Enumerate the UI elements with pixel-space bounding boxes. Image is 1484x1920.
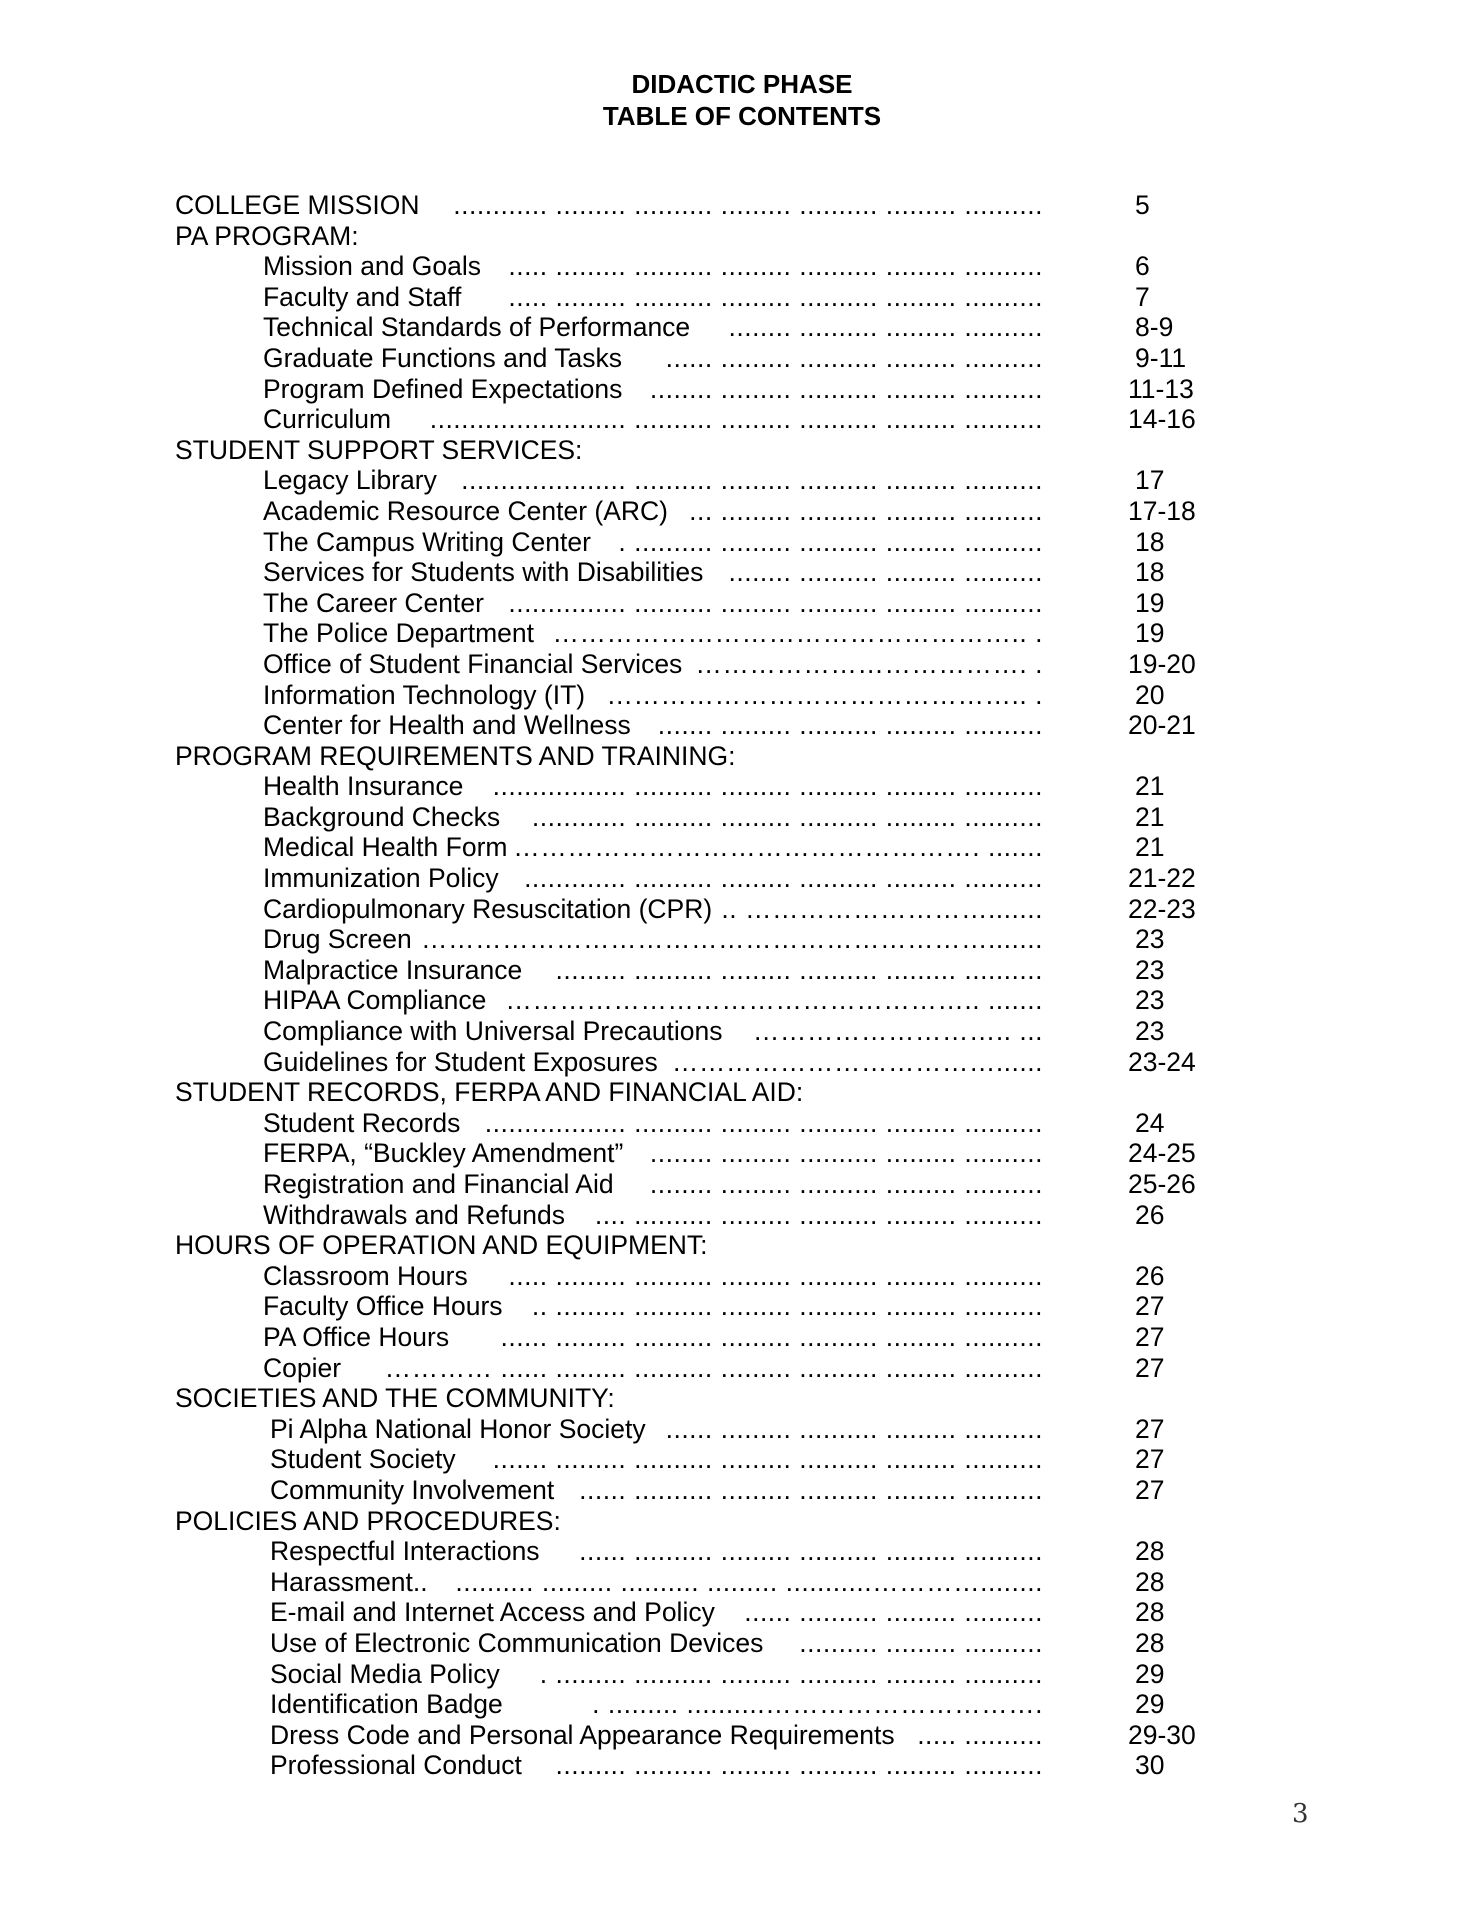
toc-entry (0, 680, 1484, 711)
toc-page-number: 28 (1135, 1597, 1165, 1628)
toc-entry-label: Technical Standards of Performance (263, 312, 691, 343)
toc-entry (0, 1414, 1484, 1445)
toc-entry-label: Guidelines for Student Exposures (263, 1046, 658, 1077)
toc-leader-dots: ... ......... .......... ......... .......... (689, 495, 1043, 526)
toc-entry-label: The Campus Writing Center (263, 526, 591, 557)
toc-page-number: 22-23 (1128, 893, 1196, 924)
toc-entry (0, 1628, 1484, 1659)
toc-page-number: 14-16 (1128, 404, 1196, 435)
toc-leader-dots: .. ......... .......... ......... .......... ......... .......... (531, 1291, 1043, 1322)
toc-entry-label: The Career Center (263, 587, 484, 618)
toc-leader-dots: ...... .......... ......... .......... (744, 1597, 1043, 1628)
toc-page-number: 29 (1135, 1658, 1165, 1689)
toc-leader-dots: ............... .......... ......... .......... ......... .......... (508, 587, 1043, 618)
toc-page-number: 28 (1135, 1566, 1165, 1597)
toc-entry (0, 1261, 1484, 1292)
toc-leader-dots: ……………………………………………. ....... (513, 832, 1043, 863)
toc-leader-dots: .................. .......... ......... .......... ......... .......... (484, 1107, 1043, 1138)
table-of-contents (0, 190, 1484, 1781)
toc-entry (0, 251, 1484, 282)
toc-leader-dots: ..... ......... .......... ......... .......... ......... .......... (508, 1260, 1043, 1291)
toc-leader-dots: ......... .......... ......... .......... ......... .......... (555, 954, 1043, 985)
toc-page-number: 23 (1135, 924, 1165, 955)
toc-entry-label: COLLEGE MISSION (175, 190, 420, 220)
toc-page-number: 18 (1135, 526, 1165, 557)
toc-entry (0, 710, 1484, 741)
toc-page-number: 9-11 (1135, 342, 1187, 373)
toc-leader-dots: ........ ......... .......... ......... .......... (649, 373, 1043, 404)
toc-leader-dots: …………………………………………….. . (552, 618, 1043, 649)
toc-page-number: 29-30 (1128, 1719, 1196, 1750)
toc-entry (0, 924, 1484, 955)
toc-leader-dots: ………………………………. . (695, 648, 1043, 679)
toc-page-number: 19-20 (1128, 648, 1196, 679)
toc-entry-label: HOURS OF OPERATION AND EQUIPMENT: (175, 1230, 708, 1261)
toc-page-number: 18 (1135, 557, 1165, 588)
toc-entry-label: Registration and Financial Aid (263, 1169, 614, 1199)
toc-entry-label: Cardiopulmonary Resuscitation (CPR) (263, 893, 713, 924)
toc-entry-label: Student Records (263, 1107, 461, 1138)
toc-entry-label: Services for Students with Disabilities (263, 557, 704, 588)
toc-leader-dots: ……………………………………….. . (606, 679, 1043, 710)
toc-leader-dots: ………… ...... ......... .......... ......... .......... ......... .......... (384, 1352, 1043, 1383)
toc-entry-label: The Police Department (263, 618, 535, 649)
toc-leader-dots: ...... ......... .......... ......... .......... (665, 1413, 1043, 1444)
toc-entry (0, 496, 1484, 527)
toc-entry-label: Classroom Hours (263, 1260, 468, 1291)
toc-entry-label: Respectful Interactions (270, 1536, 540, 1567)
toc-leader-dots: …………………………………………….. ....... (505, 985, 1043, 1016)
toc-leader-dots: ………………………………………………………....... (420, 924, 1043, 955)
toc-entry (0, 955, 1484, 986)
toc-leader-dots: . .......... ......... .......... ......... .......... (618, 526, 1043, 557)
toc-entry-label: Student Society (270, 1444, 456, 1475)
toc-entry (0, 1720, 1484, 1751)
toc-leader-dots: ...... .......... ......... .......... ......... .......... (579, 1536, 1043, 1567)
toc-section-heading (0, 1383, 1484, 1414)
toc-leader-dots: ........ ......... .......... ......... .......... (649, 1169, 1043, 1199)
toc-entry (0, 527, 1484, 558)
toc-page-number: 27 (1135, 1291, 1165, 1322)
toc-entry-label: STUDENT RECORDS, FERPA AND FINANCIAL AID: (175, 1077, 804, 1108)
toc-page-number: 7 (1135, 281, 1150, 312)
toc-leader-dots: ..... ......... .......... ......... .......... ......... .......... (508, 281, 1043, 312)
toc-page-number: 30 (1135, 1750, 1165, 1781)
toc-section-heading (0, 741, 1484, 772)
toc-entry (0, 894, 1484, 925)
toc-page-number: 21 (1135, 801, 1165, 832)
toc-page-number: 26 (1135, 1199, 1165, 1230)
toc-entry-label: STUDENT SUPPORT SERVICES: (175, 434, 583, 465)
toc-entry-label: POLICIES AND PROCEDURES: (175, 1505, 561, 1536)
toc-page-number: 23 (1135, 954, 1165, 985)
toc-page-number: 29 (1135, 1689, 1165, 1720)
toc-entry (0, 985, 1484, 1016)
toc-entry-label: Compliance with Universal Precautions (263, 1016, 723, 1047)
toc-entry-label: Use of Electronic Communication Devices (270, 1627, 764, 1658)
toc-entry (0, 404, 1484, 435)
toc-entry-label: PROGRAM REQUIREMENTS AND TRAINING: (175, 740, 736, 771)
toc-entry (0, 1659, 1484, 1690)
toc-page-number: 26 (1135, 1260, 1165, 1291)
toc-entry (0, 771, 1484, 802)
toc-section-heading (0, 435, 1484, 466)
toc-entry-label: Mission and Goals (263, 251, 481, 282)
toc-leader-dots: ........ .......... ......... .......... (728, 557, 1043, 588)
toc-page-number: 28 (1135, 1536, 1165, 1567)
toc-leader-dots: .. ………………………....... (721, 893, 1043, 924)
toc-entry (0, 282, 1484, 313)
toc-page-number: 27 (1135, 1444, 1165, 1475)
toc-entry-label: Legacy Library (263, 465, 437, 496)
toc-leader-dots: .......... ......... .......... ......... ...........…………........ (455, 1566, 1043, 1597)
toc-page-number: 19 (1135, 618, 1165, 649)
toc-entry-label: Harassment.. (270, 1566, 428, 1597)
toc-page-number: 21 (1135, 771, 1165, 802)
toc-entry-label: FERPA, “Buckley Amendment” (263, 1138, 624, 1169)
toc-page-number: 25-26 (1128, 1169, 1196, 1199)
toc-entry (0, 1322, 1484, 1353)
toc-entry-label: Professional Conduct (270, 1750, 522, 1781)
toc-leader-dots: ...... ......... .......... ......... .......... (665, 342, 1043, 373)
toc-page-number: 20-21 (1128, 710, 1196, 741)
toc-entry (0, 1475, 1484, 1506)
toc-entry (0, 863, 1484, 894)
toc-entry-label: Withdrawals and Refunds (263, 1199, 565, 1230)
toc-leader-dots: ..................... .......... ......... .......... ......... .......... (461, 465, 1043, 496)
toc-entry-label: Health Insurance (263, 771, 464, 802)
toc-leader-dots: ......................... .......... ......... .......... ......... .......... (429, 404, 1043, 435)
toc-entry (0, 802, 1484, 833)
toc-entry (0, 343, 1484, 374)
toc-entry-label: PA Office Hours (263, 1321, 450, 1352)
toc-entry (0, 1016, 1484, 1047)
toc-leader-dots: ........ .......... ......... .......... (728, 312, 1043, 343)
toc-entry-label: Information Technology (IT) (263, 679, 586, 710)
toc-entry (0, 312, 1484, 343)
toc-page-number: 6 (1135, 251, 1150, 282)
toc-entry (0, 374, 1484, 405)
toc-page-number: 27 (1135, 1321, 1165, 1352)
toc-leader-dots: ................. .......... ......... .......... ......... .......... (492, 771, 1043, 802)
toc-entry-label: Program Defined Expectations (263, 373, 623, 404)
toc-entry-label: Academic Resource Center (ARC) (263, 495, 668, 526)
toc-entry (0, 1750, 1484, 1781)
toc-page-number: 27 (1135, 1413, 1165, 1444)
toc-entry (0, 557, 1484, 588)
toc-section-heading (0, 221, 1484, 252)
toc-page-number: 11-13 (1128, 373, 1194, 404)
toc-page-number: 23 (1135, 1016, 1165, 1047)
toc-entry-label: Office of Student Financial Services (263, 648, 683, 679)
toc-entry (0, 618, 1484, 649)
toc-page-number: 27 (1135, 1474, 1165, 1505)
toc-leader-dots: . ......... .......... ......... .......... ......... .......... (539, 1658, 1043, 1689)
toc-page-number: 20 (1135, 679, 1165, 710)
document-subtitle: TABLE OF CONTENTS (602, 101, 882, 131)
toc-entry (0, 649, 1484, 680)
toc-entry-label: PA PROGRAM: (175, 220, 359, 251)
toc-leader-dots: .... .......... ......... .......... ......... .......... (594, 1199, 1043, 1230)
toc-leader-dots: ........ ......... .......... ......... .......... (649, 1138, 1043, 1169)
toc-entry (0, 1597, 1484, 1628)
page-number: 3 (1292, 1799, 1309, 1829)
toc-page-number: 23-24 (1128, 1046, 1196, 1077)
toc-entry (0, 1200, 1484, 1231)
toc-entry (0, 1169, 1484, 1200)
toc-entry-label: Faculty and Staff (263, 281, 462, 312)
toc-leader-dots: ............ .......... ......... .......... ......... .......... (531, 801, 1043, 832)
toc-entry-label: Curriculum (263, 404, 392, 435)
toc-leader-dots: ………………………………...... (671, 1046, 1043, 1077)
toc-page-number: 17 (1135, 465, 1165, 496)
toc-entry-label: Pi Alpha National Honor Society (270, 1413, 646, 1444)
toc-entry (0, 1108, 1484, 1139)
toc-leader-dots: .......... ......... .......... (799, 1627, 1043, 1658)
toc-entry (0, 1444, 1484, 1475)
toc-entry-label: Malpractice Insurance (263, 954, 523, 985)
toc-entry-label: E-mail and Internet Access and Policy (270, 1597, 715, 1628)
toc-page-number: 21 (1135, 832, 1165, 863)
toc-page-number: 5 (1135, 190, 1150, 220)
toc-leader-dots: ..... ......... .......... ......... .......... ......... .......... (508, 251, 1043, 282)
toc-section-heading (0, 1506, 1484, 1537)
toc-entry-label: Social Media Policy (270, 1658, 500, 1689)
toc-page-number: 28 (1135, 1627, 1165, 1658)
toc-leader-dots: ..... .......... (917, 1719, 1043, 1750)
toc-entry-label: Identification Badge (270, 1689, 503, 1720)
toc-page-number: 24 (1135, 1107, 1165, 1138)
document-title: DIDACTIC PHASE (631, 69, 853, 99)
toc-leader-dots: ....... ......... .......... ......... .......... (657, 710, 1043, 741)
toc-entry (0, 1689, 1484, 1720)
toc-section-heading (0, 190, 1484, 221)
toc-page-number: 21-22 (1128, 863, 1196, 894)
toc-entry (0, 465, 1484, 496)
toc-leader-dots: ...... ......... .......... ......... .......... ......... .......... (500, 1321, 1043, 1352)
toc-entry (0, 588, 1484, 619)
toc-page-number: 8-9 (1135, 312, 1174, 343)
toc-entry-label: Drug Screen (263, 924, 412, 955)
toc-leader-dots: ............. .......... ......... .......... ......... .......... (524, 863, 1043, 894)
toc-section-heading (0, 1230, 1484, 1261)
toc-entry-label: Copier (263, 1352, 342, 1383)
toc-entry-label: Dress Code and Personal Appearance Requirements (270, 1719, 895, 1750)
toc-page-number: 27 (1135, 1352, 1165, 1383)
toc-entry-label: Background Checks (263, 801, 501, 832)
toc-page-number: 24-25 (1128, 1138, 1196, 1169)
toc-entry (0, 832, 1484, 863)
toc-entry-label: Graduate Functions and Tasks (263, 342, 622, 373)
toc-leader-dots: . ......... ..........…………………………. (592, 1689, 1043, 1720)
toc-page-number: 19 (1135, 587, 1165, 618)
toc-entry (0, 1567, 1484, 1598)
toc-entry (0, 1536, 1484, 1567)
toc-entry-label: Faculty Office Hours (263, 1291, 503, 1322)
toc-leader-dots: ...... .......... ......... .......... ......... .......... (579, 1474, 1043, 1505)
toc-entry (0, 1353, 1484, 1384)
toc-entry-label: Community Involvement (270, 1474, 555, 1505)
toc-entry-label: SOCIETIES AND THE COMMUNITY: (175, 1383, 615, 1414)
toc-entry-label: Center for Health and Wellness (263, 710, 631, 741)
toc-page-number: 17-18 (1128, 495, 1196, 526)
toc-section-heading (0, 1077, 1484, 1108)
toc-entry (0, 1291, 1484, 1322)
toc-entry (0, 1138, 1484, 1169)
toc-entry-label: Immunization Policy (263, 863, 499, 894)
toc-leader-dots: ……………………….. ... (752, 1016, 1043, 1047)
toc-entry (0, 1047, 1484, 1078)
toc-entry-label: Medical Health Form (263, 832, 508, 863)
toc-leader-dots: ....... ......... .......... ......... .......... ......... .......... (492, 1444, 1043, 1475)
toc-leader-dots: ............ ......... .......... ......... .......... ......... .......... (453, 190, 1043, 220)
toc-page-number: 23 (1135, 985, 1165, 1016)
toc-entry-label: HIPAA Compliance (263, 985, 487, 1016)
toc-leader-dots: ......... .......... ......... .......... ......... .......... (555, 1750, 1043, 1781)
